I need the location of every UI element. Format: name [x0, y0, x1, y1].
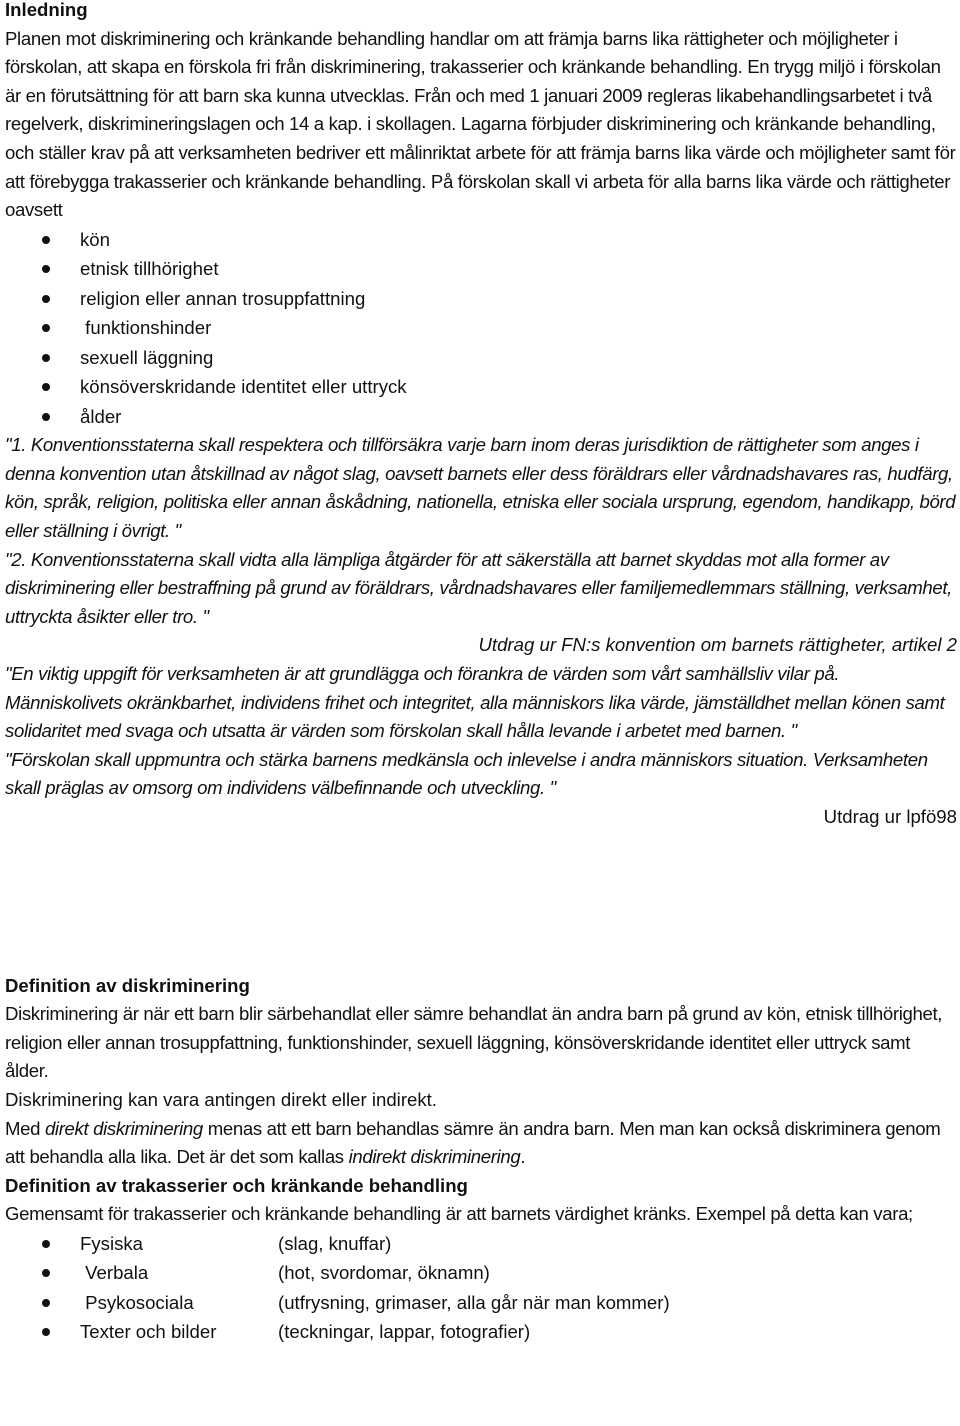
quote-convention-1: "1. Konventionsstaterna skall respektera och tillförsäkra varje barn inom deras jurisdiktion de rättigheter som anges i denna konvention utan åtskillnad av något slag, oavsett barnets eller dess föräldrars eller vårdnadshavares ras, hudfärg, kön, språk, religion, politiska eller annan åskådning, nationella, etniska eller sociala ursprung, egendom, handikapp, börd eller ställning i övrigt. "	[5, 434, 956, 542]
bullet-icon	[42, 1240, 50, 1248]
list-item: sexuell läggning	[5, 343, 957, 373]
intro-paragraph-part-2: Lagarna förbjuder diskriminering och kränkande behandling, och ställer krav på att verksamheten bedriver ett målinriktat arbete för att främja barns lika värde och möjligheter samt för att förebygga trakasserier och kränkande behandling. På förskolan skall vi arbeta för alla barns lika värde och rättigheter oavsett	[5, 113, 956, 221]
intro-paragraph	[5, 25, 957, 225]
section-heading-inledning: Inledning	[5, 0, 88, 20]
examples-list	[5, 1229, 957, 1347]
source-convention: Utdrag ur FN:s konvention om barnets rättigheter, artikel 2	[478, 634, 957, 656]
quote-convention-2: "2. Konventionsstaterna skall vidta alla lämpliga åtgärder för att säkerställa att barnet skyddas mot alla former av diskriminering eller bestraffning på grund av föräldrars, vårdnadshavares eller familjemedlemmars ställning, verksamhet, uttryckta åsikter eller tro. "	[5, 548, 953, 627]
bullet-icon	[42, 383, 50, 391]
list-item: Texter och bilder (teckningar, lappar, fotografier)	[5, 1317, 957, 1347]
quote-curriculum-1: "En viktig uppgift för verksamheten är att grundlägga och förankra de värden som vårt samhällsliv vilar på. Människolivets okränkbarhet, individens frihet och integritet, alla människors lika värde, jämställdhet mellan könen samt solidaritet med svaga och utsatta är värden som förskolan skall hålla levande i arbetet med barnen. "	[5, 663, 945, 742]
harassment-paragraph: Gemensamt för trakasserier och kränkande behandling är att barnets värdighet kränks. Exempel på detta kan vara;	[5, 1203, 913, 1225]
bullet-icon	[42, 236, 50, 244]
document-page	[5, 0, 957, 1347]
intro-paragraph-part-1: Planen mot diskriminering och kränkande behandling handlar om att främja barns lika rättigheter och möjligheter i förskolan, att skapa en förskola fri från diskriminering, trakasserier och kränkande behandling. En trygg miljö i förskolan är en förutsättning för att barn ska kunna utvecklas. Från och med 1 januari 2009 regleras likabehandlingsarbetet i två regelverk, diskrimineringslagen och 14 a kap. i skollagen.	[5, 27, 941, 135]
grounds-list	[5, 225, 957, 432]
list-item: Fysiska (slag, knuffar)	[5, 1229, 957, 1259]
list-item: etnisk tillhörighet	[5, 254, 957, 284]
list-item: Verbala (hot, svordomar, öknamn)	[5, 1258, 957, 1288]
list-item: Psykosociala (utfrysning, grimaser, alla går när man kommer)	[5, 1288, 957, 1318]
bullet-icon	[42, 295, 50, 303]
list-item: religion eller annan trosuppfattning	[5, 284, 957, 314]
bullet-icon	[42, 1269, 50, 1277]
discrimination-paragraph-2: Diskriminering kan vara antingen direkt eller indirekt.	[5, 1088, 437, 1110]
bullet-icon	[42, 265, 50, 273]
bullet-icon	[42, 324, 50, 332]
source-curriculum: Utdrag ur lpfö98	[823, 805, 957, 827]
section-heading-harassment: Definition av trakasserier och kränkande behandling	[5, 1174, 468, 1196]
list-item: funktionshinder	[5, 313, 957, 343]
term-indirect: indirekt diskriminering	[348, 1146, 521, 1168]
spacer	[5, 832, 957, 972]
list-item: ålder	[5, 402, 957, 432]
discrimination-paragraph-1: Diskriminering är när ett barn blir särbehandlat eller sämre behandlat än andra barn på grund av kön, etnisk tillhörighet, religion eller annan trosuppfattning, funktionshinder, sexuell läggning, könsöverskridande identitet eller uttryck samt ålder.	[5, 1003, 943, 1082]
bullet-icon	[42, 413, 50, 421]
bullet-icon	[42, 354, 50, 362]
bullet-icon	[42, 1328, 50, 1336]
term-direct: direkt diskriminering	[44, 1117, 203, 1139]
bullet-icon	[42, 1299, 50, 1307]
list-item: könsöverskridande identitet eller uttryck	[5, 372, 957, 402]
discrimination-paragraph-3: Med direkt diskriminering menas att ett barn behandlas sämre än andra barn. Men man kan också diskriminera genom att behandla alla lika. Det är det som kallas indirekt diskriminering.	[5, 1117, 941, 1168]
list-item: kön	[5, 225, 957, 255]
quote-curriculum-2: "Förskolan skall uppmuntra och stärka barnens medkänsla och inlevelse i andra människors situation. Verksamheten skall präglas av omsorg om individens välbefinnande och utveckling. "	[5, 748, 928, 799]
section-heading-discrimination: Definition av diskriminering	[5, 974, 250, 996]
